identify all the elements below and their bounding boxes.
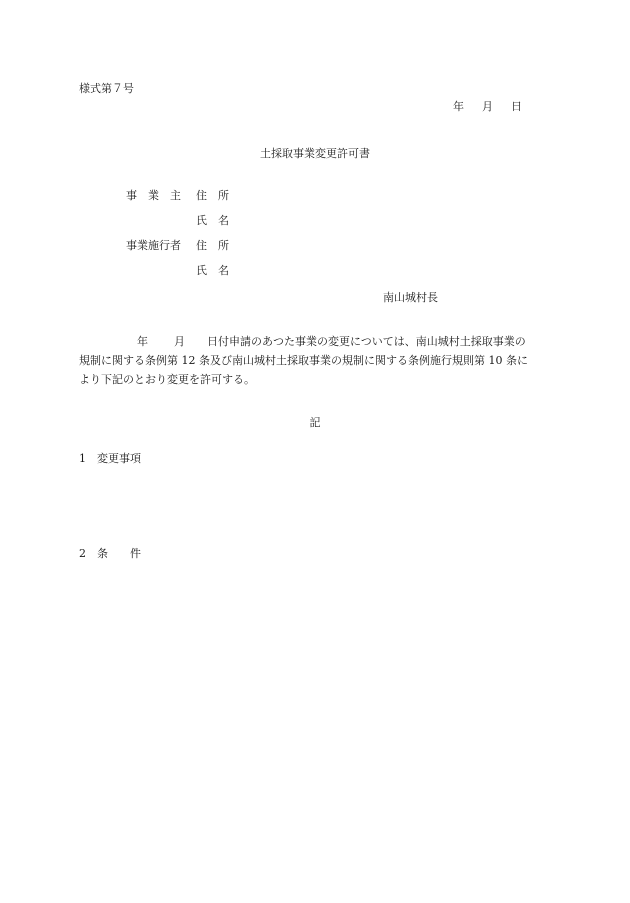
operator-name-label: 氏 名 — [196, 264, 229, 277]
section-2-number: 2 — [79, 547, 86, 560]
section-1-title: 変更事項 — [97, 452, 141, 465]
date-year-label: 年 — [453, 100, 464, 113]
issuer: 南山城村長 — [383, 291, 438, 304]
ki-heading: 記 — [309, 416, 321, 429]
date-month-label: 月 — [482, 100, 493, 113]
body-text — [79, 332, 549, 389]
business-owner-label: 事 業 主 — [126, 189, 181, 202]
section-2 — [79, 548, 141, 559]
business-owner-name-label: 氏 名 — [196, 214, 229, 227]
operator-address-label: 住 所 — [196, 239, 229, 252]
document-title: 土採取事業変更許可書 — [260, 147, 370, 160]
body-year-label: 年 — [137, 335, 148, 348]
section-2-title: 条 件 — [97, 547, 141, 560]
form-number: 様式第７号 — [79, 82, 134, 95]
body-line-2: 規制に関する条例第 12 条及び南山城村土採取事業の規制に関する条例施行規則第 10 条に — [79, 354, 528, 367]
body-month-label: 月 — [174, 335, 185, 348]
business-owner-address-label: 住 所 — [196, 189, 229, 202]
body-line-1 — [79, 332, 549, 351]
body-line-1-text: 日付申請のあつた事業の変更については、南山城村土採取事業の — [207, 335, 526, 348]
body-line-3: より下記のとおり変更を許可する。 — [79, 373, 255, 386]
section-1 — [79, 453, 141, 464]
date-line — [453, 101, 522, 112]
date-day-label: 日 — [511, 100, 522, 113]
operator-label: 事業施行者 — [126, 239, 181, 252]
section-1-number: 1 — [79, 452, 86, 465]
